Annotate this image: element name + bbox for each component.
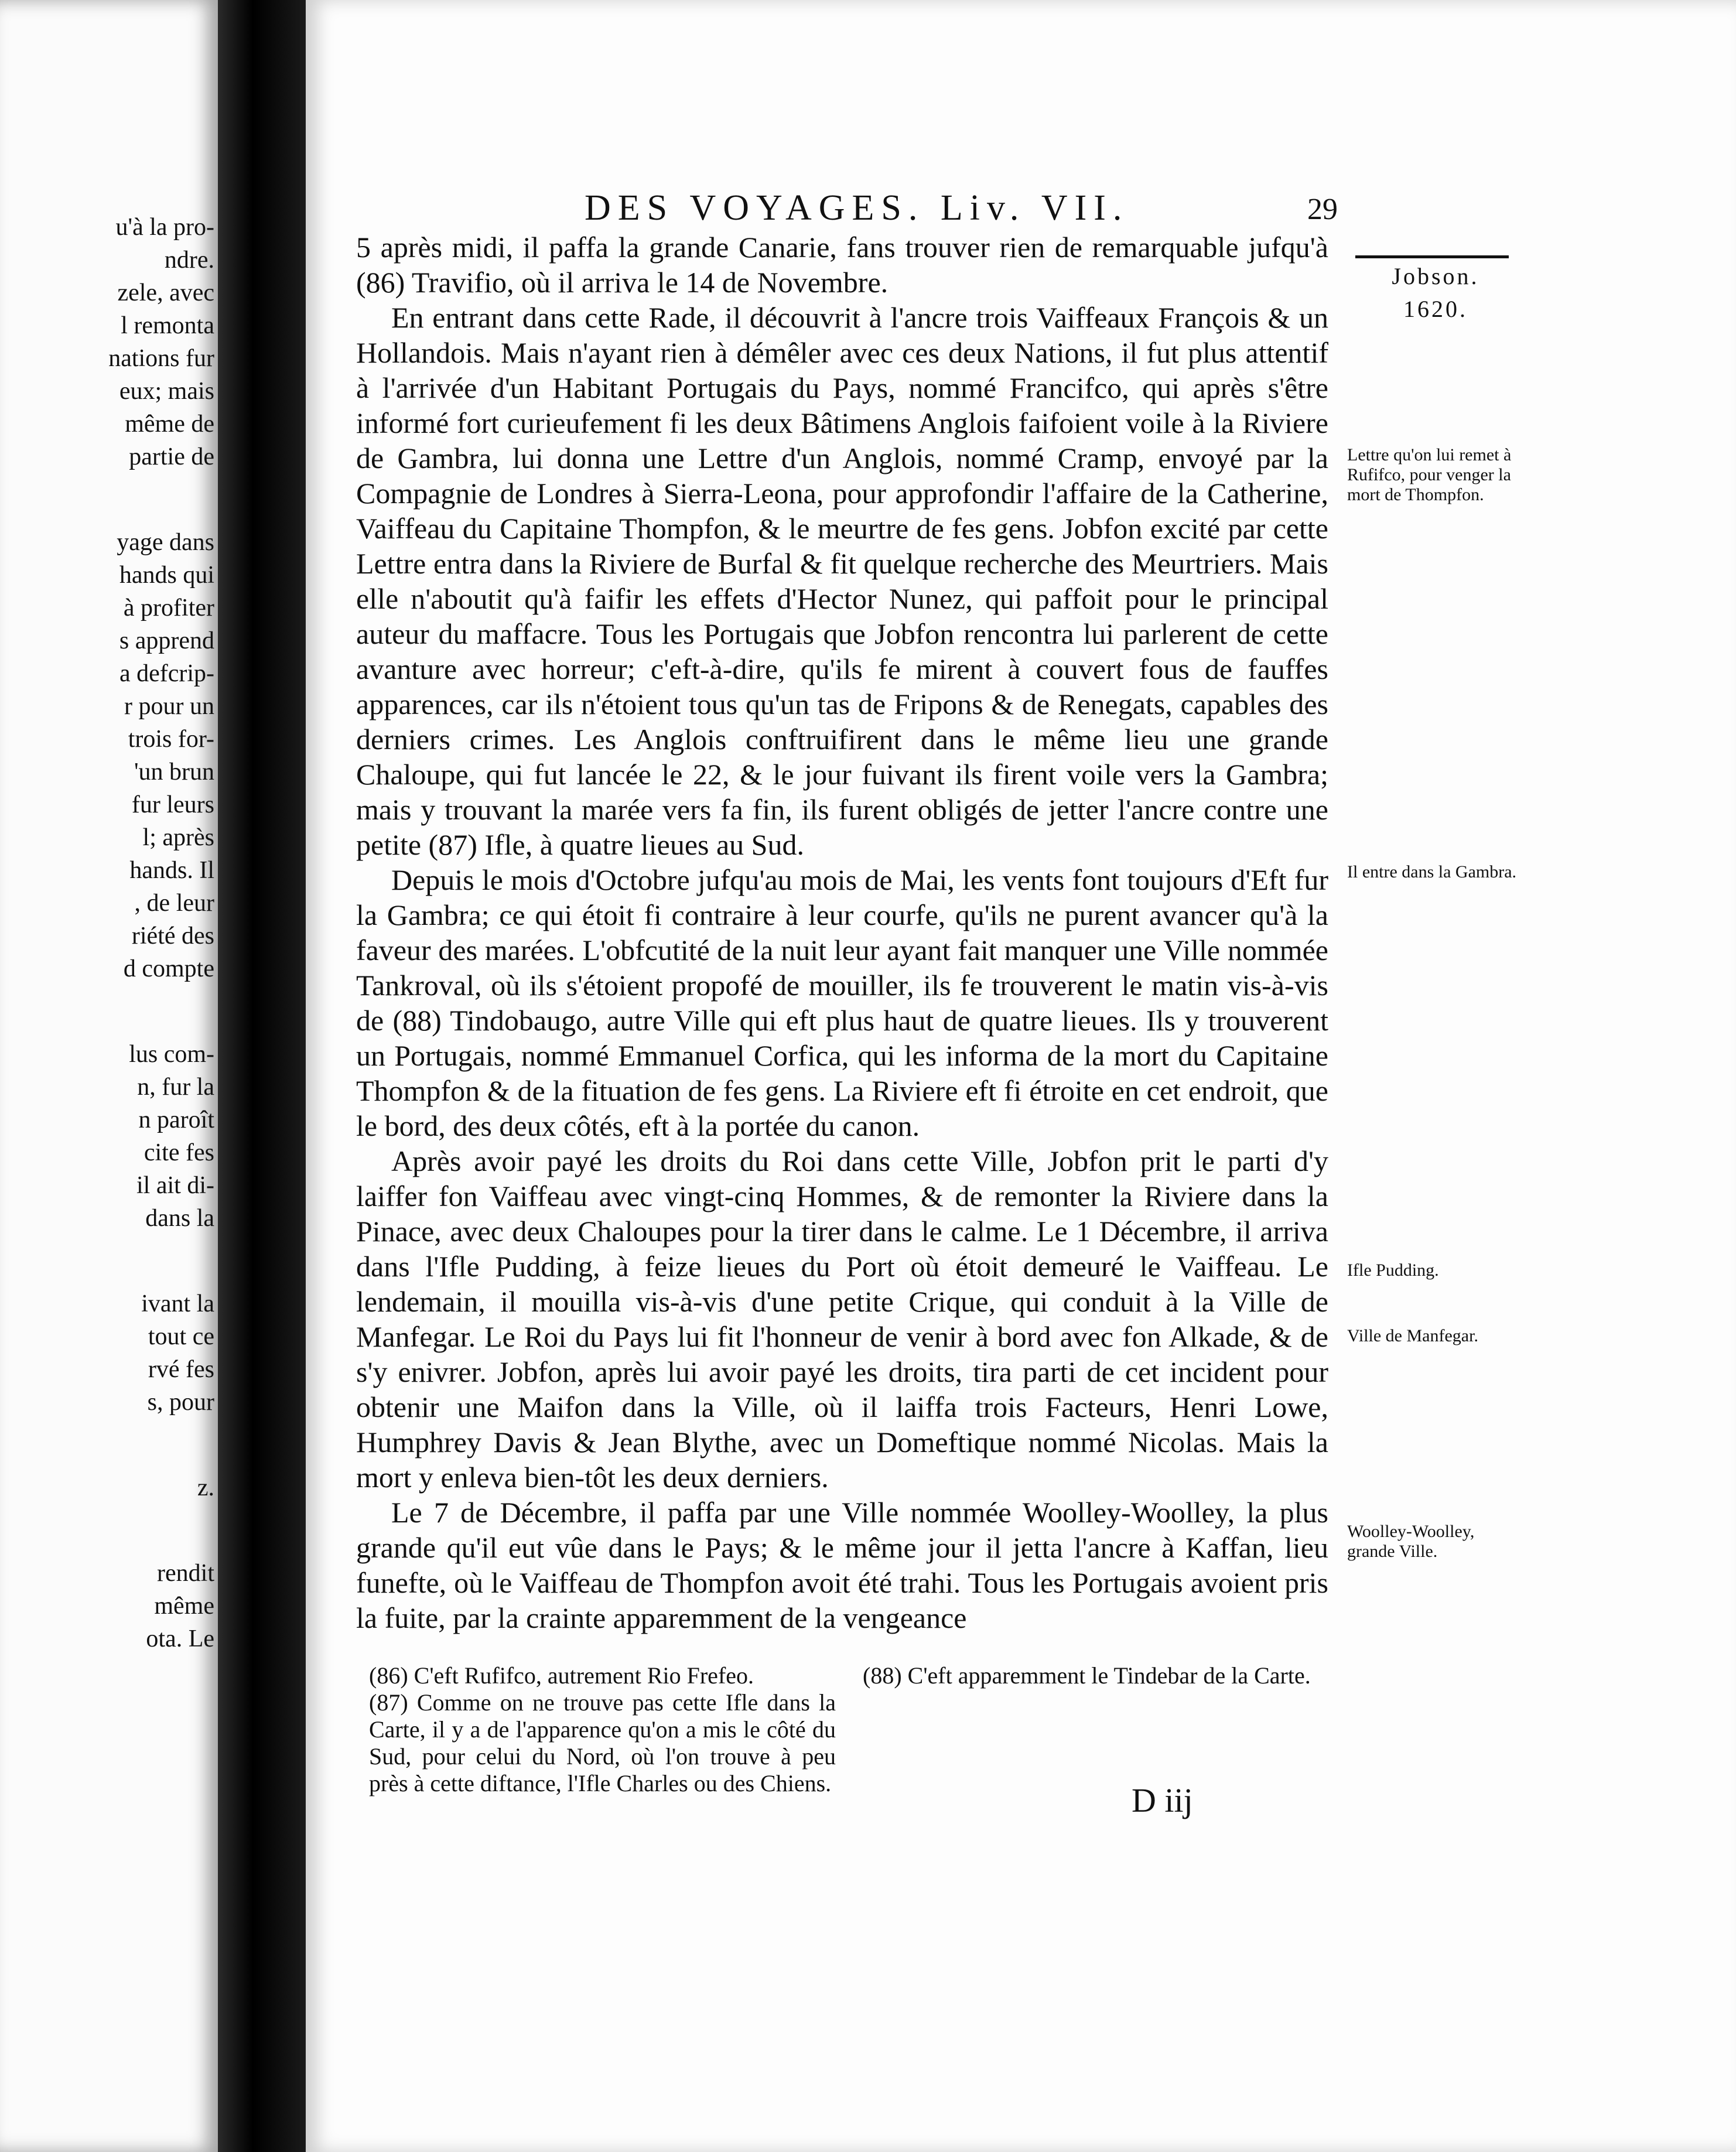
left-page-line: ndre. — [164, 247, 214, 274]
left-page-line: r pour un — [124, 693, 214, 720]
side-header-name: Jobson. — [1392, 263, 1479, 289]
left-page-lines — [0, 211, 218, 1655]
sidenote-letter: Lettre qu'on lui remet à Rufifco, pour venger la mort de Thompfon. — [1347, 445, 1512, 504]
left-page-line: s apprend — [119, 627, 214, 654]
paragraph-4: Après avoir payé les droits du Roi dans cette Ville, Jobfon prit le parti d'y laiffer fon Vaiffeau avec vingt-cinq Hommes, & de remonter la Riviere dans la Pinace, avec deux Chaloupes pour la tirer dans le calme. Le 1 Décembre, il arriva dans l'Ifle Pudding, à feize lieues du Port où étoit demeuré le Vaiffeau. Le lendemain, il mouilla vis-à-vis d'une petite Crique, qui conduit à la Ville de Manfegar. Le Roi du Pays lui fit l'honneur de venir à bord avec fon Alkade, & de s'y enivrer. Jobfon, après lui avoir payé les droits, tira parti de cet incident pour obtenir une Maifon dans la Ville, où il laiffa trois Facteurs, Henri Lowe, Humphrey Davis & Jean Blythe, avec un Domeftique nommé Nicolas. Mais la mort y enleva bien-tôt les deux derniers. — [356, 1145, 1328, 1494]
left-page-line: n paroît — [138, 1106, 214, 1133]
page-number: 29 — [1307, 193, 1338, 226]
left-page-line: s, pour — [147, 1389, 214, 1416]
paragraph-1: 5 après midi, il paffa la grande Canarie, fans trouver rien de remarquable jufqu'à (86) Travifio, où il arriva le 14 de Novembre. — [356, 231, 1328, 299]
left-page-line: rendit — [157, 1560, 214, 1587]
sidenote-mansegar: Ville de Manfegar. — [1347, 1326, 1478, 1345]
left-page-line: n, fur la — [137, 1074, 214, 1101]
left-page-fragment — [0, 0, 218, 2152]
paragraph-5: Le 7 de Décembre, il paffa par une Ville nommée Woolley-Woolley, la plus grande qu'il eut vûe dans le Pays; & le même jour il jetta l'ancre à Kaffan, lieu funefte, où le Vaiffeau de Thompfon avoit été trahi. Tous les Portugais avoient pris la fuite, par la crainte apparemment de la vengeance — [356, 1496, 1328, 1634]
sidenote-woolley: Woolley-Woolley, grande Ville. — [1347, 1522, 1475, 1561]
left-page-line: hands qui — [119, 562, 214, 589]
left-page-line: trois for- — [128, 726, 214, 753]
paragraph-3: Depuis le mois d'Octobre jufqu'au mois de Mai, les vents font toujours d'Eft fur la Gambra; ce qui étoit fi contraire à leur courfe, qu'ils ne purent avancer qu'à la faveur des marées. L'obfcutité de la nuit leur ayant fait manquer une Ville nommée Tankroval, où ils s'étoient propofé de mouiller, ils fe trouverent le matin vis-à-vis de (88) Tindobaugo, autre Ville qui eft plus haut de quatre lieues. Ils y trouverent un Portugais, nommé Emmanuel Corfica, qui les informa de la mort du Capitaine Thompfon & de la fituation de fes gens. La Riviere eft fi étroite en cet endroit, que le bord, des deux côtés, eft à la portée du canon. — [356, 863, 1328, 1142]
left-page-line — [0, 1504, 218, 1557]
side-header-year: 1620. — [1403, 296, 1468, 322]
left-page-line: cite fes — [143, 1139, 214, 1166]
footnote-88: (88) C'eft apparemment le Tindebar de la Carte. — [863, 1662, 1311, 1689]
left-page-line: a defcrip- — [119, 660, 214, 687]
left-page-line: même de — [125, 411, 214, 438]
left-page-line: nations fur — [108, 345, 214, 372]
footnote-87: (87) Comme on ne trouve pas cette Ifle dans la Carte, il y a de l'apparence qu'on a mis le côté du Sud, pour celui du Nord, où l'on trouve à peu près à cette diftance, l'Ifle Charles ou des Chiens. — [369, 1689, 836, 1796]
left-page-line: zele, avec — [117, 279, 214, 306]
running-head: DES VOYAGES. Liv. VII. — [585, 188, 1129, 228]
left-page-line: rvé fes — [148, 1356, 214, 1383]
left-page-line: , de leur — [134, 890, 214, 917]
main-text — [356, 230, 1328, 1635]
left-page-line: ota. Le — [146, 1625, 214, 1652]
left-page-line: l remonta — [121, 312, 214, 339]
footnote-column-left — [369, 1662, 836, 1797]
left-page-line: il ait di- — [136, 1172, 214, 1199]
left-page-line: riété des — [131, 923, 214, 949]
footnotes — [369, 1662, 1330, 1797]
left-page-line: d compte — [123, 955, 214, 982]
paragraph-2: En entrant dans cette Rade, il découvrit à l'ancre trois Vaiffeaux François & un Hollandois. Mais n'ayant rien à démêler avec ces deux Nations, il fut plus attentif à l'arrivée d'un Habitant Portugais du Pays, nommé Francifco, qui après s'être informé fort curieufement fi les deux Bâtimens Anglois faifoient voile à la Riviere de Gambra, lui donna une Lettre d'un Anglois, nommé Cramp, envoyé par la Compagnie de Londres à Sierra-Leona, pour approfondir l'affaire de la Catherine, Vaiffeau du Capitaine Thompfon, & le meurtre de fes gens. Jobfon excité par cette Lettre entra dans la Riviere de Burfal & fit quelque recherche des Meurtriers. Mais elle n'aboutit qu'à faifir les effets d'Hector Nunez, qui paffoit pour le principal auteur du maffacre. Tous les Portugais que Jobfon rencontra lui parlerent de cette avanture avec horreur; c'eft-à-dire, qu'ils fe mirent à couvert fous de fauffes apparences, car ils n'étoient tous qu'un tas de Fripons & de Renegats, capables des derniers crimes. Les Anglois conftruifirent dans le même lieu une grande Chaloupe, qui fut lancée le 22, & le jour fuivant ils firent voile vers la Gambra; mais y trouvant la marée vers fa fin, ils furent obligés de jetter l'ancre contre une petite (87) Ifle, à quatre lieues au Sud. — [356, 301, 1328, 861]
left-page-line: même — [154, 1593, 214, 1620]
left-page-line: 'un brun — [134, 759, 214, 785]
left-page-line: yage dans — [117, 529, 214, 556]
left-page-line: dans la — [145, 1205, 214, 1232]
footnote-86: (86) C'eft Rufifco, autrement Rio Frefeo. — [369, 1662, 754, 1689]
left-page-line: eux; mais — [119, 378, 214, 405]
left-page-line: tout ce — [148, 1323, 214, 1350]
left-page-line — [0, 473, 218, 526]
left-page-line: hands. Il — [129, 857, 214, 884]
footnote-column-right — [863, 1662, 1330, 1797]
book-gutter — [218, 0, 306, 2152]
left-page-line: fur leurs — [131, 791, 214, 818]
sidenote-pudding: Ifle Pudding. — [1347, 1261, 1439, 1280]
left-page-line — [0, 1235, 218, 1287]
left-page-line: ivant la — [141, 1290, 214, 1317]
left-page-line: u'à la pro- — [115, 214, 214, 241]
header-rule — [1355, 255, 1509, 258]
left-page-line: l; après — [142, 824, 214, 851]
left-page-line — [0, 985, 218, 1038]
signature-mark: D iij — [1132, 1781, 1193, 1819]
left-page-line: partie de — [129, 443, 214, 470]
sidenote-gambra: Il entre dans la Gambra. — [1347, 862, 1517, 882]
left-page-line: lus com- — [129, 1041, 214, 1068]
left-page-line — [0, 1419, 218, 1471]
left-page-line: z. — [197, 1474, 214, 1501]
left-page-line: à profiter — [123, 595, 214, 621]
